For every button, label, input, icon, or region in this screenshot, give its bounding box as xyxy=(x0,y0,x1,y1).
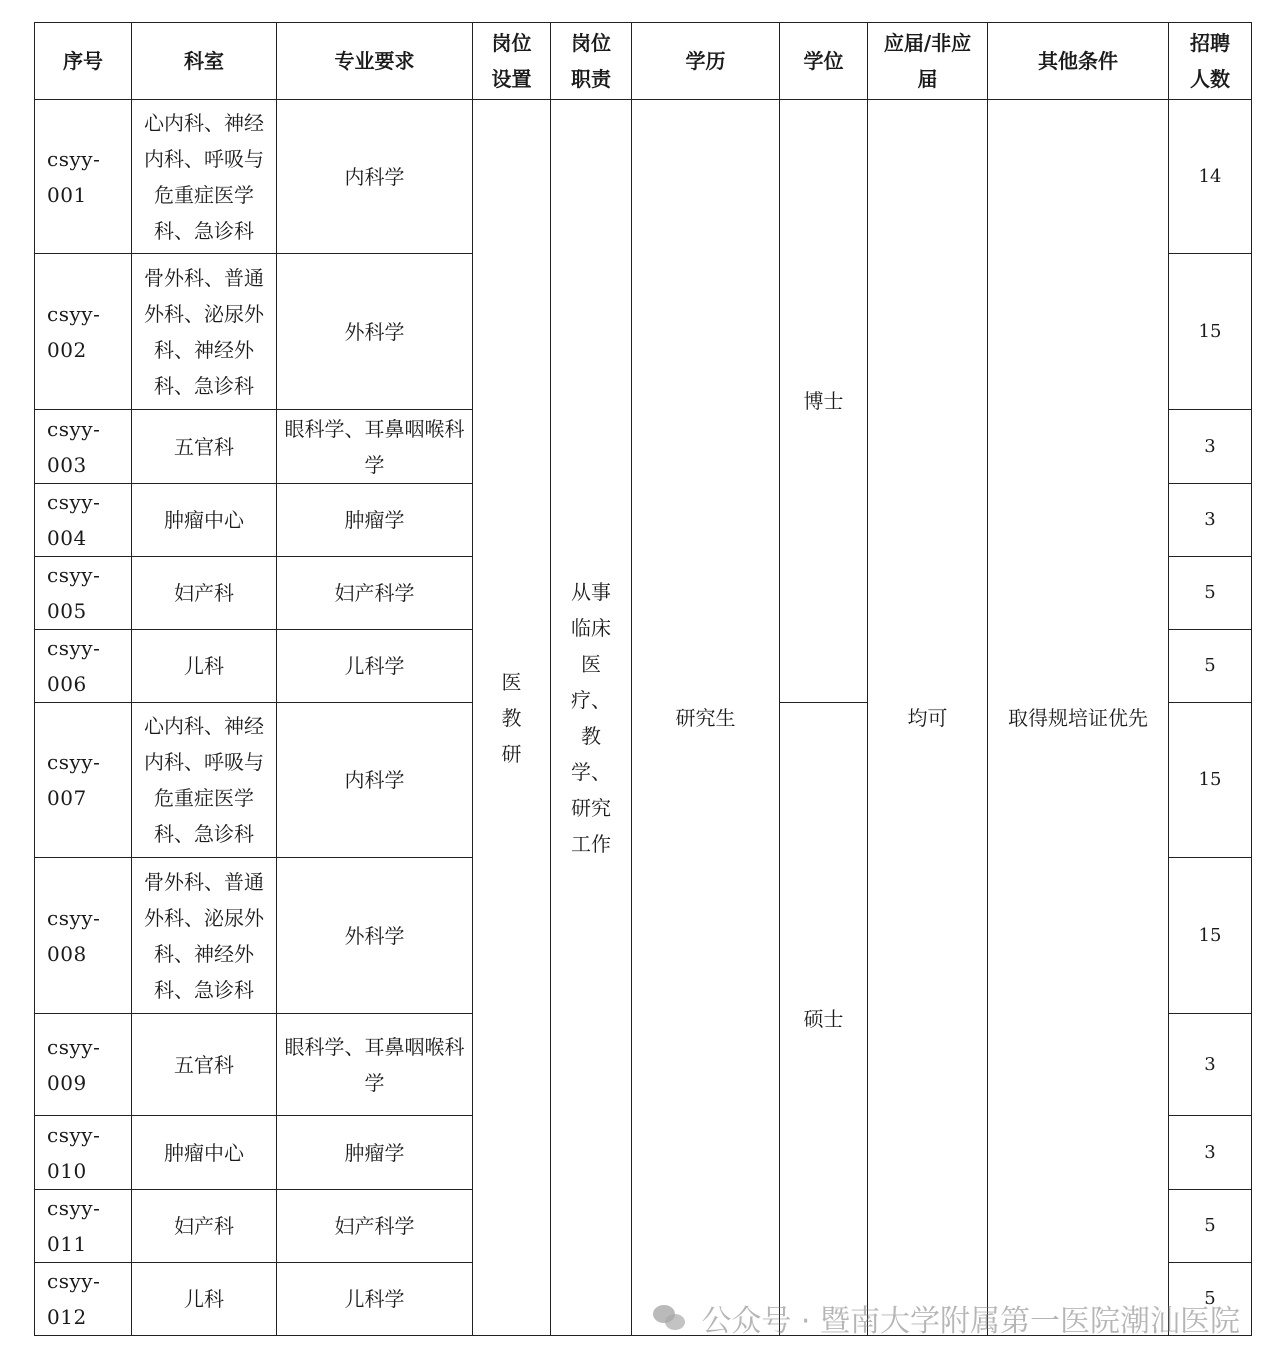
row-code: csyy-003 xyxy=(35,410,132,484)
merged-other: 取得规培证优先 xyxy=(988,100,1169,1336)
row-count: 15 xyxy=(1169,703,1252,858)
row-code: csyy-004 xyxy=(35,484,132,557)
header-duty: 岗位职责 xyxy=(551,23,632,100)
row-code: csyy-005 xyxy=(35,557,132,630)
wechat-icon xyxy=(653,1303,687,1333)
row-count: 3 xyxy=(1169,410,1252,484)
header-major: 专业要求 xyxy=(277,23,473,100)
row-dept: 妇产科 xyxy=(132,557,277,630)
header-edu: 学历 xyxy=(632,23,780,100)
merged-post: 医教研 xyxy=(473,100,551,1336)
row-major: 内科学 xyxy=(277,703,473,858)
row-major: 肿瘤学 xyxy=(277,484,473,557)
row-count: 14 xyxy=(1169,100,1252,254)
row-major: 内科学 xyxy=(277,100,473,254)
row-code: csyy-006 xyxy=(35,630,132,703)
row-dept: 肿瘤中心 xyxy=(132,1116,277,1190)
row-dept: 骨外科、普通外科、泌尿外科、神经外科、急诊科 xyxy=(132,858,277,1014)
row-code: csyy-010 xyxy=(35,1116,132,1190)
row-count: 15 xyxy=(1169,254,1252,410)
row-count: 5 xyxy=(1169,1263,1252,1336)
merged-degree-doctor: 博士 xyxy=(780,100,868,703)
header-post: 岗位设置 xyxy=(473,23,551,100)
row-count: 3 xyxy=(1169,1014,1252,1116)
table-row xyxy=(35,100,1252,254)
row-code: csyy-011 xyxy=(35,1190,132,1263)
header-dept: 科室 xyxy=(132,23,277,100)
header-degree: 学位 xyxy=(780,23,868,100)
header-row xyxy=(35,23,1252,100)
row-dept: 妇产科 xyxy=(132,1190,277,1263)
row-code: csyy-012 xyxy=(35,1263,132,1336)
row-major: 眼科学、耳鼻咽喉科学 xyxy=(277,1014,473,1116)
row-code: csyy-008 xyxy=(35,858,132,1014)
merged-edu: 研究生 xyxy=(632,100,780,1336)
row-count: 3 xyxy=(1169,484,1252,557)
row-dept: 心内科、神经内科、呼吸与危重症医学科、急诊科 xyxy=(132,100,277,254)
merged-degree-master: 硕士 xyxy=(780,703,868,1336)
watermark-text: 公众号 · 暨南大学附属第一医院潮汕医院 xyxy=(701,1304,1240,1339)
row-major: 外科学 xyxy=(277,254,473,410)
row-count: 5 xyxy=(1169,630,1252,703)
row-dept: 五官科 xyxy=(132,410,277,484)
row-code: csyy-009 xyxy=(35,1014,132,1116)
row-dept: 五官科 xyxy=(132,1014,277,1116)
row-code: csyy-002 xyxy=(35,254,132,410)
row-major: 眼科学、耳鼻咽喉科学 xyxy=(277,410,473,484)
row-major: 妇产科学 xyxy=(277,557,473,630)
row-major: 肿瘤学 xyxy=(277,1116,473,1190)
watermark xyxy=(653,1296,1240,1340)
row-count: 15 xyxy=(1169,858,1252,1014)
row-major: 儿科学 xyxy=(277,630,473,703)
row-count: 5 xyxy=(1169,1190,1252,1263)
row-count: 3 xyxy=(1169,1116,1252,1190)
merged-duty: 从事临床医疗、教学、研究工作 xyxy=(551,100,632,1336)
row-code: csyy-007 xyxy=(35,703,132,858)
row-dept: 骨外科、普通外科、泌尿外科、神经外科、急诊科 xyxy=(132,254,277,410)
header-count: 招聘人数 xyxy=(1169,23,1252,100)
row-dept: 儿科 xyxy=(132,1263,277,1336)
row-major: 外科学 xyxy=(277,858,473,1014)
merged-grad: 均可 xyxy=(868,100,988,1336)
row-dept: 儿科 xyxy=(132,630,277,703)
row-dept: 肿瘤中心 xyxy=(132,484,277,557)
header-other: 其他条件 xyxy=(988,23,1169,100)
row-major: 妇产科学 xyxy=(277,1190,473,1263)
header-grad: 应届/非应届 xyxy=(868,23,988,100)
row-code: csyy-001 xyxy=(35,100,132,254)
row-dept: 心内科、神经内科、呼吸与危重症医学科、急诊科 xyxy=(132,703,277,858)
row-major: 儿科学 xyxy=(277,1263,473,1336)
row-count: 5 xyxy=(1169,557,1252,630)
recruitment-table xyxy=(34,22,1252,1336)
header-seq: 序号 xyxy=(35,23,132,100)
